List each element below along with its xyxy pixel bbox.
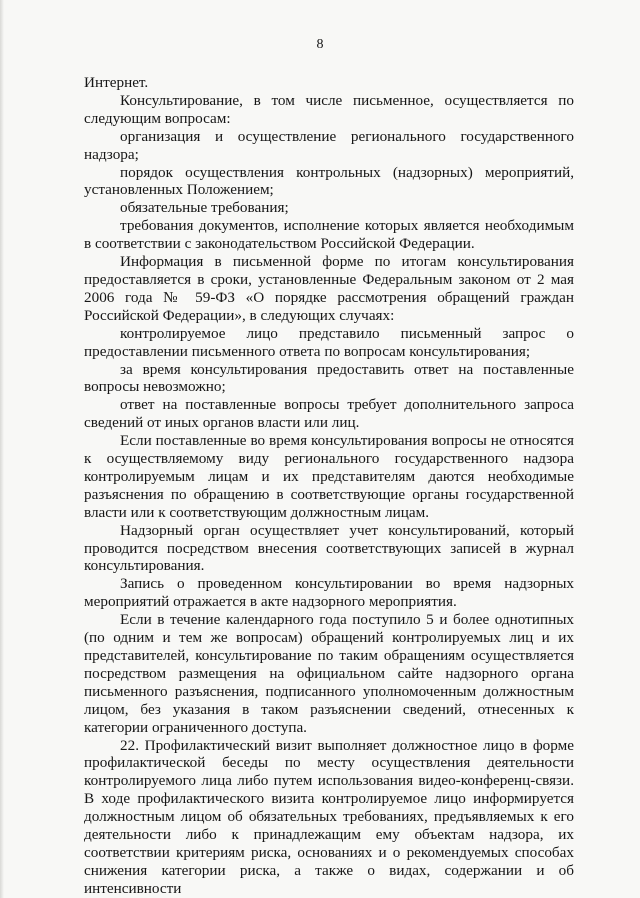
paragraph: Если поставленные во время консультирования вопросы не относятся к осуществляемому виду регионального государственного надзора контролируемым лицам и их представителям даются необходимые разъяснения по обращению в соответствующие органы государственной власти или к соответствующим должностным лицам. [84, 432, 574, 521]
paragraph: порядок осуществления контрольных (надзорных) мероприятий, установленных Положением; [84, 163, 574, 199]
document-body [84, 74, 574, 898]
paragraph: 22. Профилактический визит выполняет должностное лицо в форме профилактической беседы по месту осуществления деятельности контролируемого лица либо путем использования видео-конференц-связи. В ходе профилактического визита контролируемое лицо информируется должностным лицом об обязательных требованиях, предъявляемых к его деятельности либо к принадлежащим ему объектам надзора, их соответствии критериям риска, основаниях и о рекомендуемых способах снижения категории риска, а также о видах, содержании и об интенсивности [84, 736, 574, 897]
paragraph: Надзорный орган осуществляет учет консультирований, который проводится посредством внесения соответствующих записей в журнал консультирования. [84, 521, 574, 575]
paragraph: организация и осуществление регионального государственного надзора; [84, 127, 574, 163]
paragraph: Информация в письменной форме по итогам консультирования предоставляется в сроки, установленные Федеральным законом от 2 мая 2006 года № 59-ФЗ «О порядке рассмотрения обращений граждан Российской Федерации», в следующих случаях: [84, 253, 574, 324]
paragraph: за время консультирования предоставить ответ на поставленные вопросы невозможно; [84, 360, 574, 396]
paragraph: контролируемое лицо представило письменный запрос о предоставлении письменного ответа по вопросам консультирования; [84, 324, 574, 360]
paragraph: требования документов, исполнение которых является необходимым в соответствии с законодательством Российской Федерации. [84, 217, 574, 253]
paragraph: обязательные требования; [120, 199, 289, 217]
scan-edge-shadow [0, 0, 4, 898]
paragraph: Запись о проведенном консультировании во время надзорных мероприятий отражается в акте надзорного мероприятия. [84, 575, 574, 611]
paragraph: Интернет. [84, 74, 149, 91]
paragraph: Если в течение календарного года поступило 5 и более однотипных (по одним и тем же вопросам) обращений контролируемых лиц и их представителей, консультирование по таким обращениям осуществляется посредством размещения на официальном сайте надзорного органа письменного разъяснения, подписанного уполномоченным должностным лицом, без указания в таком разъяснении сведений, отнесенных к категории ограниченного доступа. [84, 611, 574, 736]
paragraph: Консультирование, в том числе письменное, осуществляется по следующим вопросам: [84, 91, 574, 127]
paragraph: ответ на поставленные вопросы требует дополнительного запроса сведений от иных органов власти или лиц. [84, 396, 574, 432]
page-number: 8 [316, 37, 324, 52]
